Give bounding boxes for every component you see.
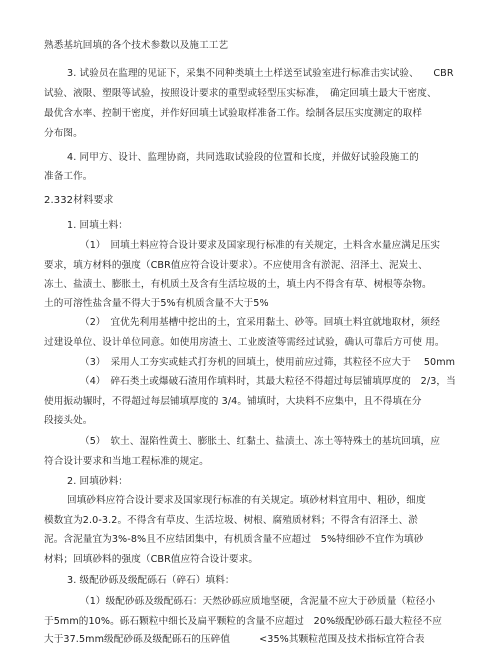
text-line: 过建设单位、设计单位同意。如使用房渣土、工业废渣等需经过试验，确认可靠后方可使 用。: [44, 337, 445, 348]
text-line: 段接头处。: [44, 415, 93, 426]
text-line: 于5mm的10%。砾石颗粒中细长及扁平颗粒的含量不应超过 20%级配砂砾石最大粒径不应: [44, 616, 442, 627]
text-line: 符合设计要求和当地工程标准的规定。: [44, 456, 209, 467]
text-line: 要求，填方材料的强度（CBR值应符合设计要求）。不应使用含有淤泥、沼泽土、泥炭土、: [44, 260, 428, 271]
text-line: 土的可溶性盐含量不得大于5%有机质含量不大于5%: [44, 298, 269, 309]
text-line: （5） 软土、湿陷性黄土、膨胀土、红黏土、盐渍土、冻土等特殊土的基坑回填，应: [80, 436, 441, 447]
text-line: （3） 采用人工夯实或蛙式打夯机的回填土，使用前应过筛，其粒径不应大于 50mm: [80, 357, 456, 368]
text-line: 熟悉基坑回填的各个技术参数以及施工工艺: [44, 40, 229, 51]
text-line: 冻土、盐渍土、膨胀土，有机质土及含有生活垃圾的土，填土内不得含有草、树根等杂物。: [44, 279, 432, 290]
text-line: 材料；回填砂料的强度（CBR值应符合设计要求。: [44, 554, 259, 565]
section-heading: 2.332材料要求: [44, 195, 114, 206]
text-line: 大于37.5mm级配砂砾及级配砾石的压碎值 <35%其颗粒范围及技术指标宜符合表: [44, 634, 425, 645]
text-line: （4） 碎石类土或爆破石渣用作填料时，其最大粒径不得超过每层铺填厚度的 2/3，当: [80, 376, 456, 387]
subsection-heading: 2. 回填砂料：: [67, 476, 128, 487]
text-line: 回填砂料应符合设计要求及国家现行标准的有关规定。填砂材料宜用中、粗砂，细度: [67, 495, 426, 506]
text-line: 模数宜为2.0-3.2。不得含有草皮、生活垃圾、树根、腐殖质材料；不得含有沼泽土、淤: [44, 515, 418, 526]
text-line: 准备工作。: [44, 171, 93, 182]
text-line: 泥。含泥量宜为3%-8%且不应结团集中，有机质含量不应超过 5%特细砂不宜作为填砂: [44, 534, 424, 545]
text-line: 使用振动辗时，不得超过每层铺填厚度的 3/4。铺填时，大块料不应集中，且不得填在分: [44, 396, 422, 407]
subsection-heading: 1. 回填土料：: [67, 220, 128, 231]
text-line: （2） 宜优先利用基槽中挖出的土，宜采用黏土、砂等。回填土料宜就地取材，须经: [80, 317, 441, 328]
text-line: （1）级配砂砾及级配砾石：天然砂砾应质地坚硬，含泥量不应大于砂质量（粒径小: [80, 596, 436, 607]
text-line: 分布图。: [44, 128, 83, 139]
text-line: 3. 试验员在监理的见证下，采集不同种类填土土样送至试验室进行标准击实试验、 CBR: [67, 68, 454, 79]
text-line: 最优含水率、控制干密度，并作好回填土试验取样准备工作。绘制各层压实度测定的取样: [44, 108, 423, 119]
text-line: 试验、液限、塑限等试验，按照设计要求的重型或轻型压实标准， 确定回填土最大干密度、: [44, 88, 437, 99]
subsection-heading: 3. 级配砂砾及级配砾石（碎石）填料：: [67, 575, 235, 586]
text-line: （1） 回填土料应符合设计要求及国家现行标准的有关规定，土料含水量应满足压实: [80, 240, 441, 251]
text-line: 4. 同甲方、设计、监理协商，共同选取试验段的位置和长度，并做好试验段施工的: [67, 152, 419, 163]
